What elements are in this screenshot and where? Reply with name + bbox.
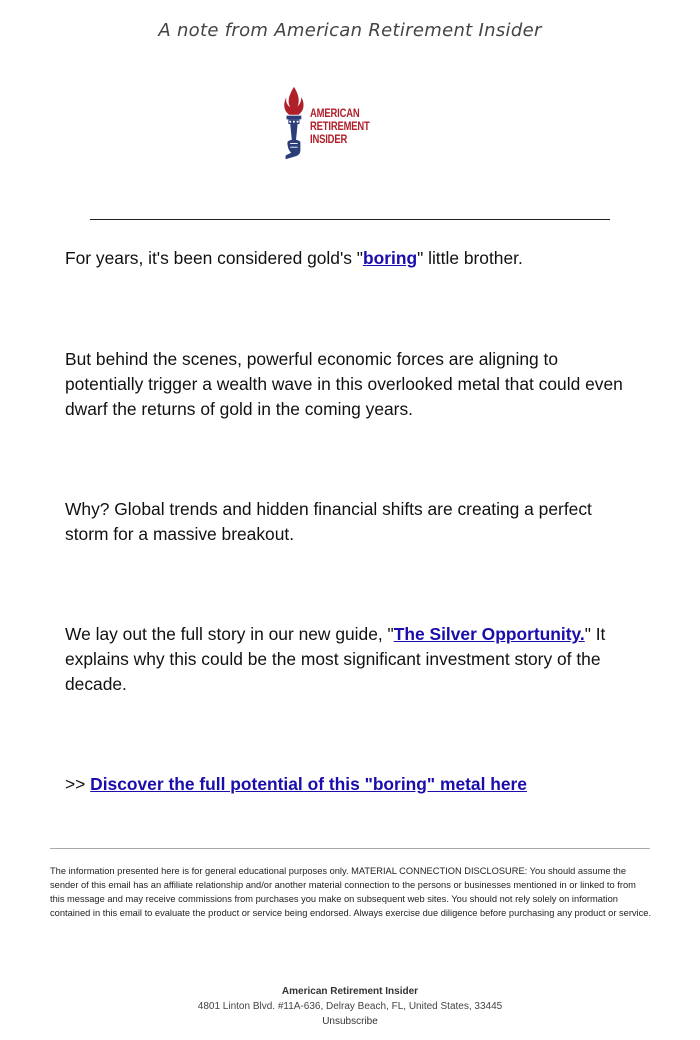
- brand-logo[interactable]: [280, 82, 422, 166]
- intro-text-after: " little brother.: [417, 248, 523, 268]
- footer: [0, 984, 700, 1029]
- disclaimer-text: The information presented here is for general educational purposes only. MATERIAL CONNECTION DISCLOSURE: You should assume the sender of this email has an affiliate relationship and/or another material connection to the persons or businesses mentioned in or linked to from this message and may receive commissions from purchases you make on subsequent web sites. You should not rely solely on information contained in this email to evaluate the product or service being endorsed. Always exercise due diligence before purchasing any product or service.: [50, 866, 652, 918]
- cta-paragraph: [65, 772, 635, 797]
- logo-line-1: AMERICAN: [309, 107, 360, 120]
- paragraph-why: Why? Global trends and hidden financial shifts are creating a perfect storm for a massive breakout.: [65, 499, 592, 544]
- preheader-text: A note from American Retirement Insider: [158, 20, 542, 41]
- cta-link[interactable]: Discover the full potential of this "boring" metal here: [90, 774, 527, 794]
- boring-link[interactable]: boring: [362, 248, 418, 268]
- paragraph-forces: But behind the scenes, powerful economic forces are aligning to potentially trigger a wealth wave in this overlooked metal that could even dwarf the returns of gold in the coming years.: [65, 349, 623, 419]
- torch-icon: [280, 82, 308, 166]
- paragraph-guide: [65, 622, 635, 697]
- guide-text-before: We lay out the full story in our new guide, ": [65, 624, 394, 644]
- footer-address: 4801 Linton Blvd. #11A-636, Delray Beach, FL, United States, 33445: [197, 1001, 503, 1012]
- paragraph-intro: [65, 246, 635, 271]
- header-divider: [90, 219, 610, 220]
- footer-divider: [50, 848, 650, 849]
- logo-wordmark: [310, 108, 402, 147]
- cta-prefix: >>: [65, 774, 91, 794]
- guide-text-after: " It explains why this could be the most significant investment story of the decade.: [65, 624, 606, 694]
- footer-company: American Retirement Insider: [281, 986, 419, 997]
- unsubscribe-link[interactable]: Unsubscribe: [322, 1016, 378, 1027]
- silver-opportunity-link[interactable]: The Silver Opportunity.: [393, 624, 585, 644]
- logo-line-2: RETIREMENT INSIDER: [309, 120, 370, 146]
- intro-text-before: For years, it's been considered gold's ": [65, 248, 363, 268]
